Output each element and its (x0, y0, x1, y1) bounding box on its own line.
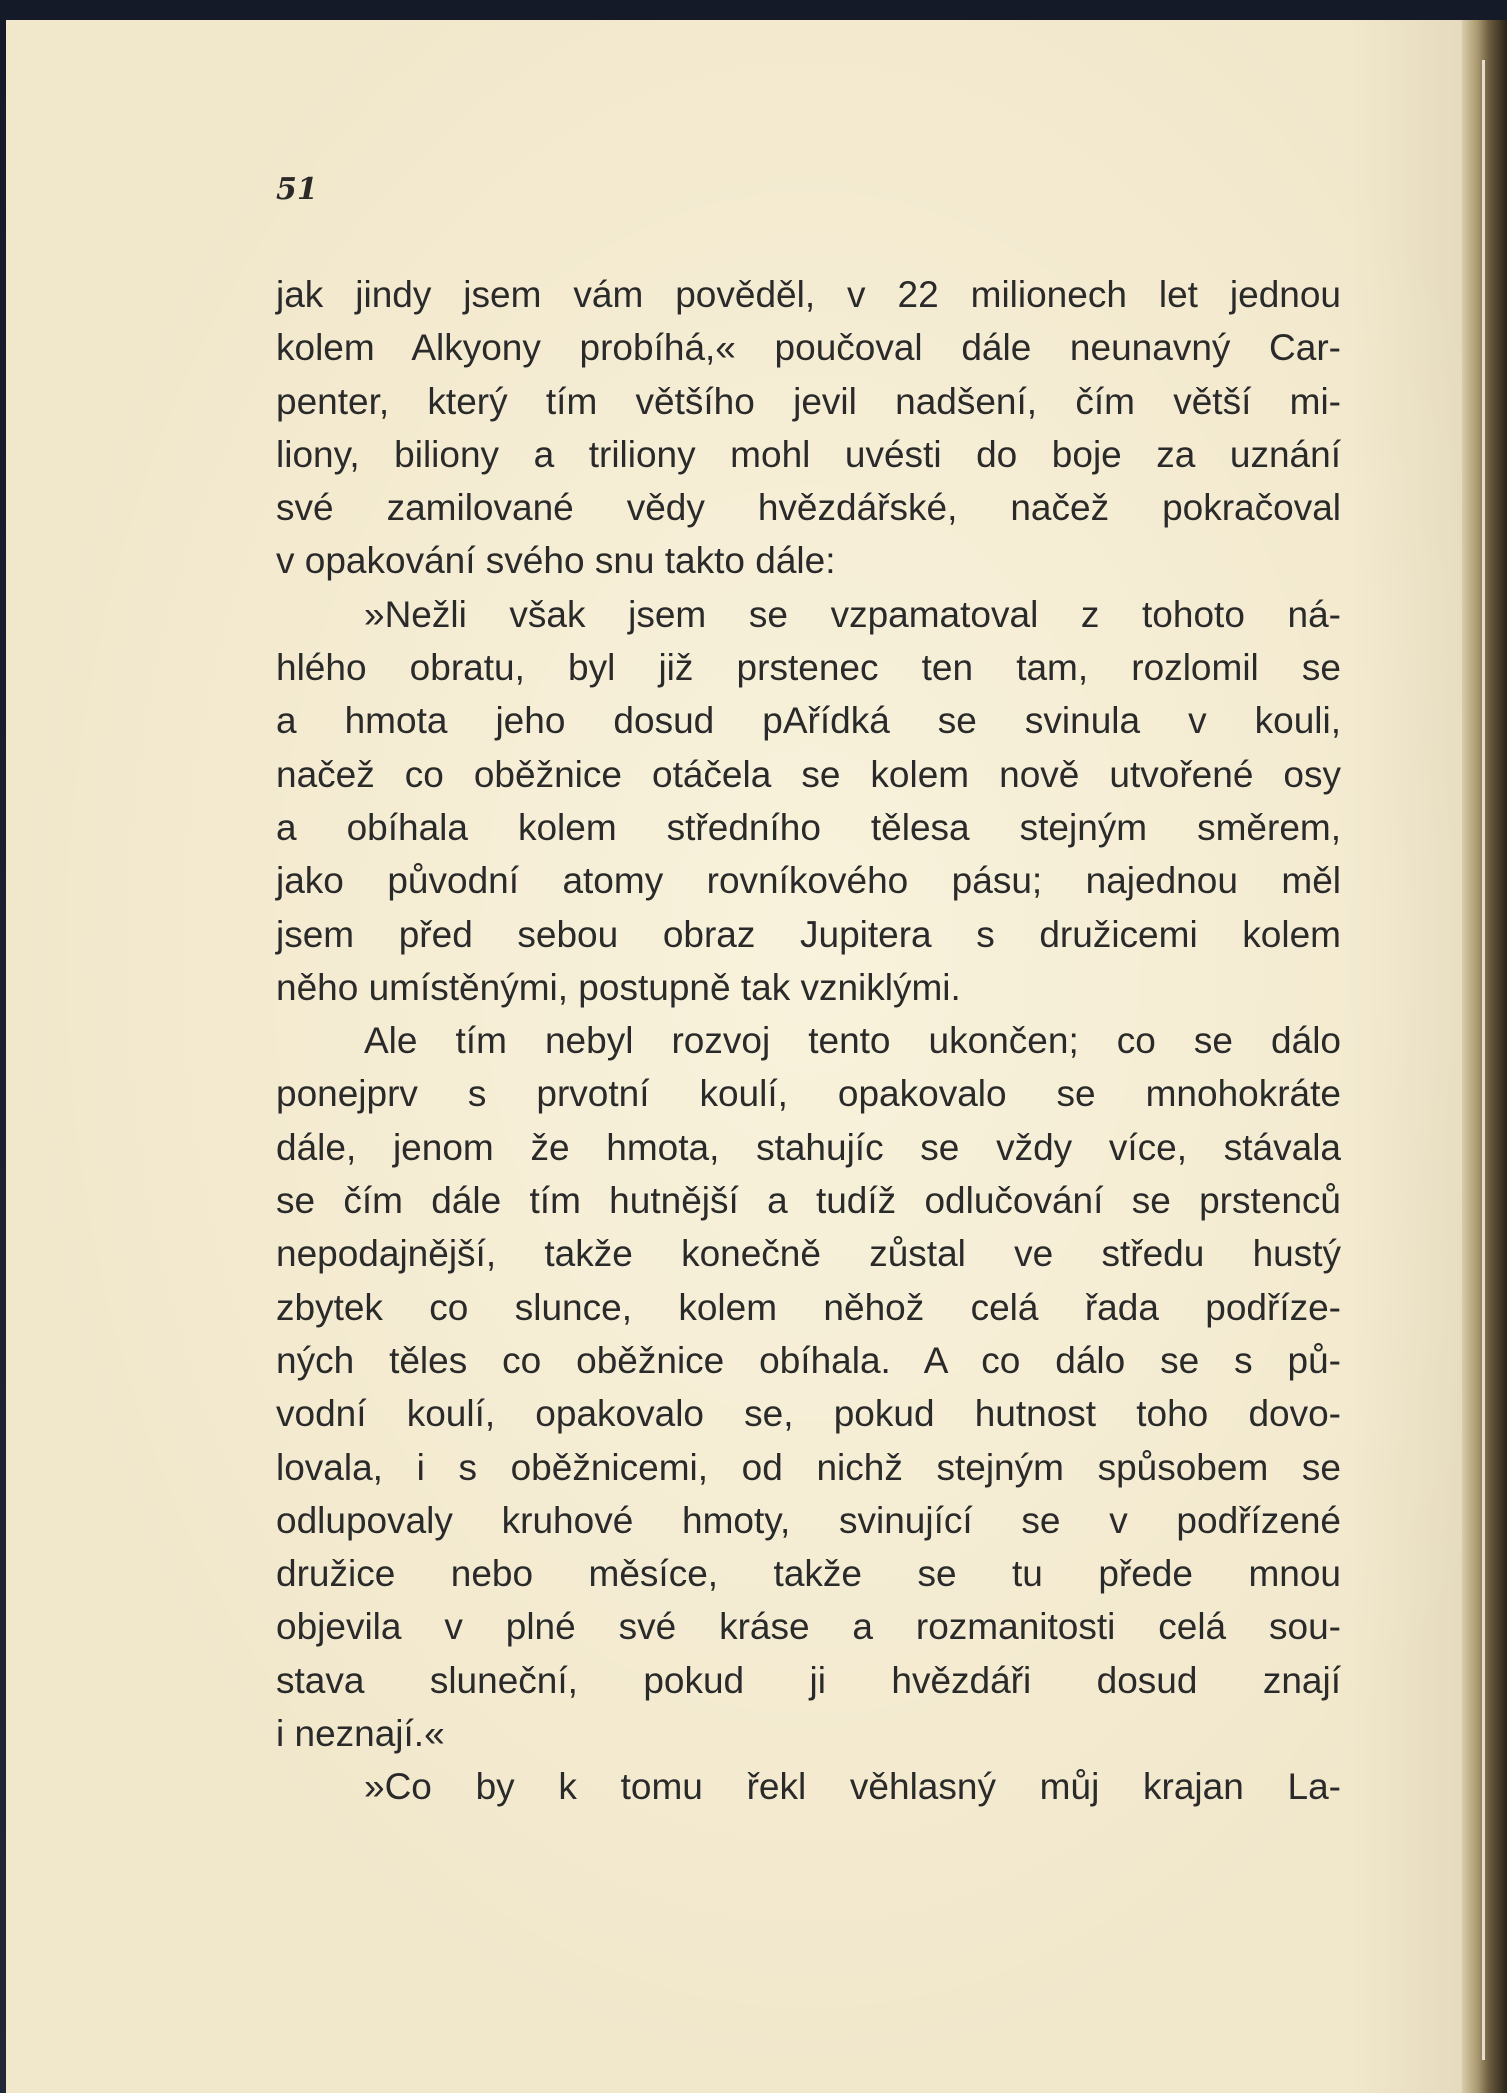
text-line: »Co by k tomu řekl věhlasný můj krajan La- (364, 1766, 1341, 1808)
text-line: Ale tím nebyl rozvoj tento ukončen; co se dálo (364, 1020, 1341, 1062)
text-line: objevila v plné své kráse a rozmanitosti celá sou- (276, 1606, 1341, 1648)
text-line: jak jindy jsem vám pověděl, v 22 milionech let jednou (276, 274, 1341, 315)
text-line: vodní koulí, opakovalo se, pokud hutnost toho dovo- (276, 1393, 1341, 1435)
text-line: zbytek co slunce, kolem něhož celá řada podříze- (276, 1286, 1341, 1328)
text-line: nepodajnější, takže konečně zůstal ve středu hustý (276, 1233, 1341, 1275)
text-line: kolem Alkyony probíhá,« poučoval dále neunavný Car- (276, 327, 1341, 369)
text-line: jako původní atomy rovníkového pásu; najednou měl (276, 860, 1341, 902)
text-line: stava sluneční, pokud ji hvězdáři dosud znají (276, 1659, 1341, 1701)
text-line: ponejprv s prvotní koulí, opakovalo se mnohokráte (276, 1073, 1341, 1115)
text-line: se čím dále tím hutnější a tudíž odlučování se prstenců (276, 1180, 1341, 1222)
text-line: a obíhala kolem středního tělesa stejným směrem, (276, 806, 1341, 848)
text-line: v opakování svého snu takto dále: (276, 540, 836, 582)
text-line: načež co oběžnice otáčela se kolem nově utvořené osy (276, 753, 1341, 795)
text-line: jsem před sebou obraz Jupitera s družicemi kolem (276, 913, 1341, 955)
text-line: družice nebo měsíce, takže se tu přede mnou (276, 1553, 1341, 1595)
body-text (276, 268, 1341, 1814)
text-line: své zamilované vědy hvězdářské, načež pokračoval (276, 487, 1341, 529)
text-line: odlupovaly kruhové hmoty, svinující se v podřízené (276, 1499, 1341, 1541)
text-line: penter, který tím většího jevil nadšení, čím větší mi- (276, 380, 1341, 422)
text-line: ných těles co oběžnice obíhala. A co dálo se s pů- (276, 1339, 1341, 1381)
text-line: lovala, i s oběžnicemi, od nichž stejným spůsobem se (276, 1446, 1341, 1488)
text-line: hlého obratu, byl již prstenec ten tam, rozlomil se (276, 647, 1341, 689)
text-line: dále, jenom že hmota, stahujíc se vždy více, stávala (276, 1126, 1341, 1168)
page-edge-highlight (1482, 60, 1485, 2060)
text-line: něho umístěnými, postupně tak vzniklými. (276, 966, 961, 1008)
text-line: liony, biliony a triliony mohl uvésti do boje za uznání (276, 433, 1341, 475)
text-line: a hmota jeho dosud pAřídká se svinula v kouli, (276, 700, 1341, 742)
page-number: 51 (276, 172, 318, 207)
text-line: i neznají.« (276, 1713, 445, 1755)
text-line: »Nežli však jsem se vzpamatoval z tohoto ná- (364, 593, 1341, 635)
